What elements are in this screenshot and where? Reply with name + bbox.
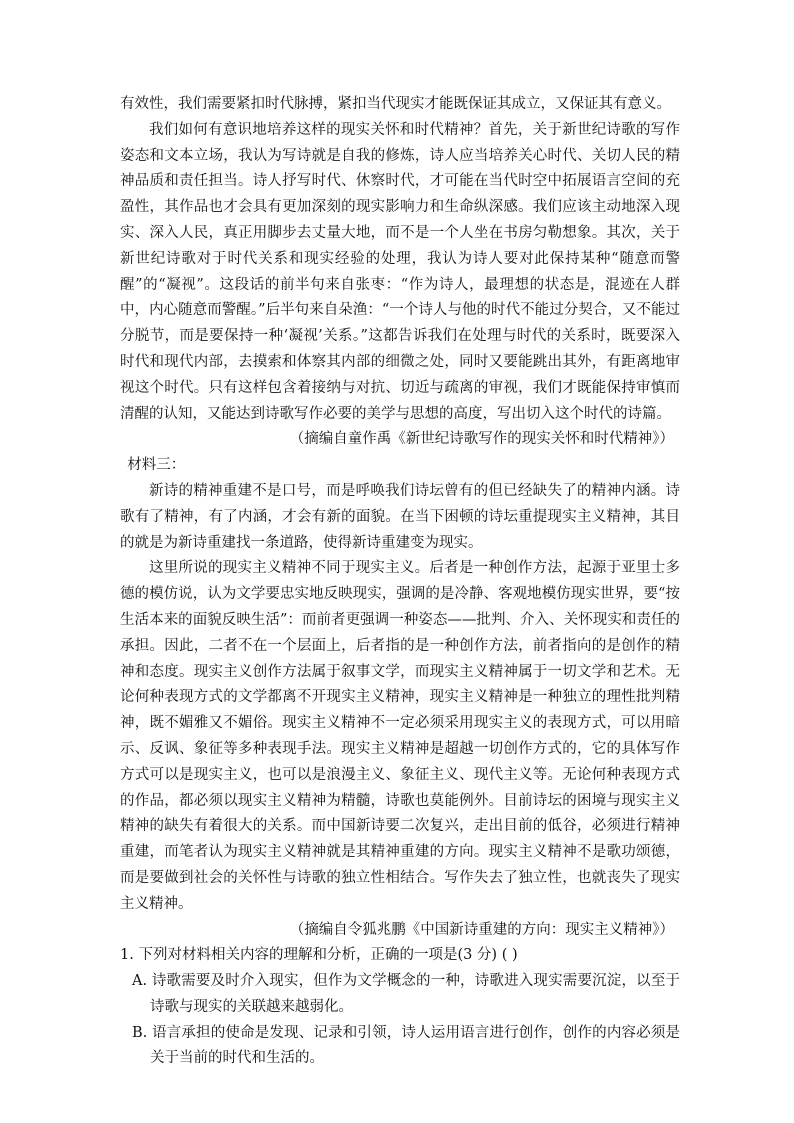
citation-material-three: （摘编自令狐兆鹏《中国新诗重建的方向：现实主义精神》） <box>289 921 674 938</box>
question-1-option-a: A. 诗歌需要及时介入现实，但作为文学概念的一种，诗歌进入现实需要沉淀，以至于诗歌与现实的关联越来越弱化。 <box>132 973 680 1015</box>
question-1-option-b: B. 语言承担的使命是发现、记录和引领，诗人运用语言进行创作，创作的内容必须是关于当前的时代和生活的。 <box>132 1024 680 1067</box>
question-1: 1. 下列对材料相关内容的理解和分析，正确的一项是(3 分) ( ) <box>120 947 518 964</box>
paragraph-continuation: 有效性，我们需要紧扣时代脉搏，紧扣当代现实才能既保证其成立，又保证其有意义。 <box>120 96 671 112</box>
paragraph-material-two: 我们如何有意识地培养这样的现实关怀和时代精神？首先，关于新世纪诗歌的写作姿态和文本立场，我认为写诗就是自我的修炼，诗人应当培养关心时代、关切人民的精神品质和责任担当。诗人抒写时代、休察时代，才可能在当代时空中拓展语言空间的充盈性，其作品也才会具有更加深刻的现实影响力和生命纵深感。我们应该主动地深入现实、深入人民，真正用脚步去丈量大地，而不是一个人坐在书房匀勒想象。其次，关于新世纪诗歌对于时代关系和现实经验的处理，我认为诗人要对此保持某种“随意而警醒”的“凝视”。这段话的前半句来自张枣：“作为诗人，最理想的状态是，混迹在人群中，内心随意而警醒。”后半句来自朵渔：“一个诗人与他的时代不能过分契合，又不能过分脱节，而是要保持一种‘凝视’关系。”这都告诉我们在处理与时代的关系时，既要深入时代和现代内部，去摸索和体察其内部的细微之处，同时又要能跳出其外，有距离地审视这个时代。只有这样包含着接纳与对抗、切近与疏离的审视，我们才既能保持审慎而清醒的认知，又能达到诗歌写作必要的美学与思想的高度，写出切入这个时代的诗篇。 <box>120 121 680 422</box>
document-content <box>120 92 680 1072</box>
citation-material-two: （摘编自童作禹《新世纪诗歌写作的现实关怀和时代精神》） <box>289 431 674 448</box>
material-three-label: 材料三： <box>127 457 186 474</box>
paragraph-material-three-1: 新诗的精神重建不是口号，而是呼唤我们诗坛曾有的但已经缺失了的精神内涵。诗歌有了精神，有了内涵，才会有新的面貌。在当下困顿的诗坛重提现实主义精神，其目的就是为新诗重建找一条道路，使得新诗重建变为现实。 <box>120 482 680 551</box>
paragraph-material-three-2: 这里所说的现实主义精神不同于现实主义。后者是一种创作方法，起源于亚里士多德的模仿说，认为文学要忠实地反映现实，强调的是冷静、客观地模仿现实世界，要“按生活本来的面貌反映生活”：而前者更强调一种姿态——批判、介入、关怀现实和责任的承担。因此，二者不在一个层面上，后者指的是一种创作方法，前者指向的是创作的精神和态度。现实主义创作方法属于叙事文学，而现实主义精神属于一切文学和艺术。无论何种表现方式的文学都离不开现实主义精神，现实主义精神是一种独立的理性批判精神，既不媚雅又不媚俗。现实主义精神不一定必须采用现实主义的表现方式，可以用暗示、反讽、象征等多种表现手法。现实主义精神是超越一切创作方式的，它的具体写作方式可以是现实主义，也可以是浪漫主义、象征主义、现代主义等。无论何种表现方式的作品，都必须以现实主义精神为精髓，诗歌也莫能例外。目前诗坛的困境与现实主义精神的缺失有着很大的关系。而中国新诗要二次复兴，走出目前的低谷，必须进行精神重建，而笔者认为现实主义精神就是其精神重建的方向。现实主义精神不是歌功颂德，而是要做到社会的关怀性与诗歌的独立性相结合。写作失去了独立性，也就丧失了现实主义精神。 <box>120 560 680 912</box>
